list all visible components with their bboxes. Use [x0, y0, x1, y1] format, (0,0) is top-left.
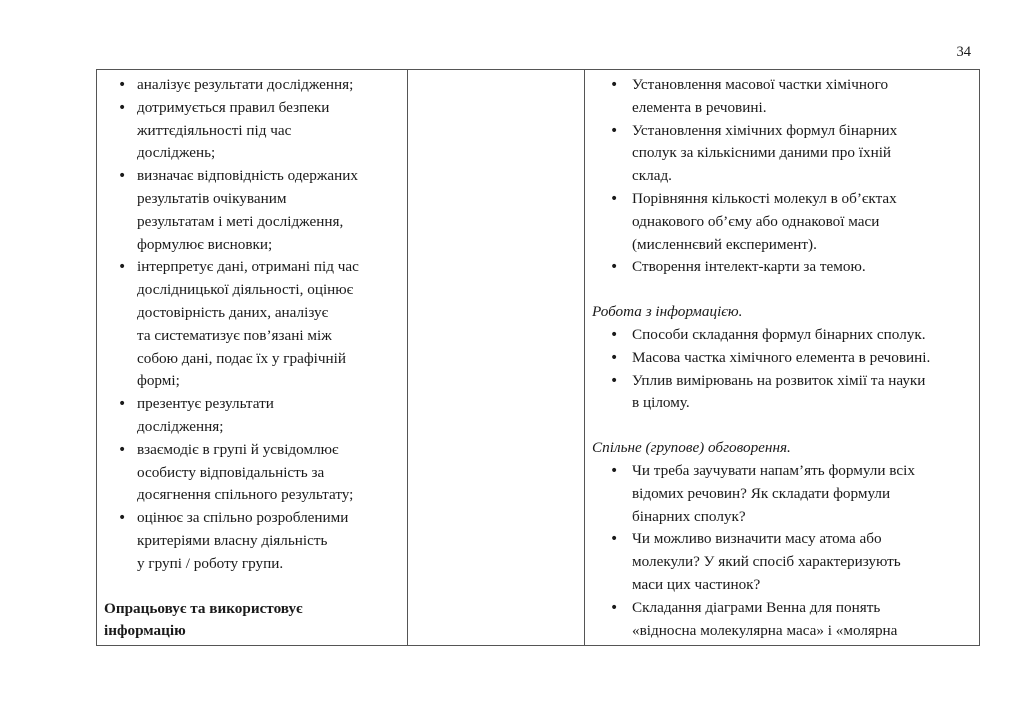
list-item: • Створення інтелект-карти за темою.	[592, 256, 972, 279]
list-item: • аналізує результати дослідження;	[104, 74, 400, 97]
table-row	[97, 70, 980, 646]
section-title-information-work: Робота з інформацією.	[592, 303, 743, 321]
learning-outcomes-cell	[97, 70, 408, 646]
list-item: • взаємодіє в групі й усвідомлює особисту відповідальність за досягнення спільного результату;	[104, 439, 400, 507]
list-item: • дотримується правил безпеки життєдіяльності під час досліджень;	[104, 97, 400, 165]
list-item: • інтерпретує дані, отримані під час дослідницької діяльності, оцінює достовірність даних, аналізує та систематизує пов’язані між собою дані, подає їх у графічній формі;	[104, 256, 400, 393]
curriculum-table	[96, 69, 980, 646]
list-item: • Установлення масової частки хімічного елемента в речовині.	[592, 74, 972, 120]
list-item: • презентує результати дослідження;	[104, 393, 400, 439]
list-item: • Установлення хімічних формул бінарних сполук за кількісними даними про їхній склад.	[592, 120, 972, 188]
information-list	[592, 324, 972, 415]
section-title-group-discussion: Спільне (групове) обговорення.	[592, 439, 791, 457]
list-item: • Уплив вимірювань на розвиток хімії та науки в цілому.	[592, 370, 972, 416]
list-item: • визначає відповідність одержаних результатів очікуваним результатам і меті дослідження, формулює висновки;	[104, 165, 400, 256]
outcomes-list	[104, 74, 400, 576]
list-item: • Способи складання формул бінарних сполук.	[592, 324, 972, 347]
list-item: • Масова частка хімічного елемента в речовині.	[592, 347, 972, 370]
page-number: 34	[956, 44, 971, 60]
list-item: • Порівняння кількості молекул в об’єктах однакового об’єму або однакової маси (мисленнєвий експеримент).	[592, 188, 972, 256]
activities-list	[592, 74, 972, 279]
list-item: • Складання діаграми Венна для понять «відносна молекулярна маса» і «молярна	[592, 597, 972, 643]
empty-content-cell	[408, 70, 585, 646]
discussion-list	[592, 460, 972, 642]
list-item: • Чи треба заучувати напам’ять формули всіх відомих речовин? Як складати формули бінарних сполук?	[592, 460, 972, 528]
section-heading-information: Опрацьовує та використовує інформацію	[104, 599, 303, 640]
list-item: • оцінює за спільно розробленими критеріями власну діяльність у групі / роботу групи.	[104, 507, 400, 575]
list-item: • Чи можливо визначити масу атома або молекули? У який спосіб характеризують маси цих частинок?	[592, 528, 972, 596]
activities-cell	[585, 70, 980, 646]
